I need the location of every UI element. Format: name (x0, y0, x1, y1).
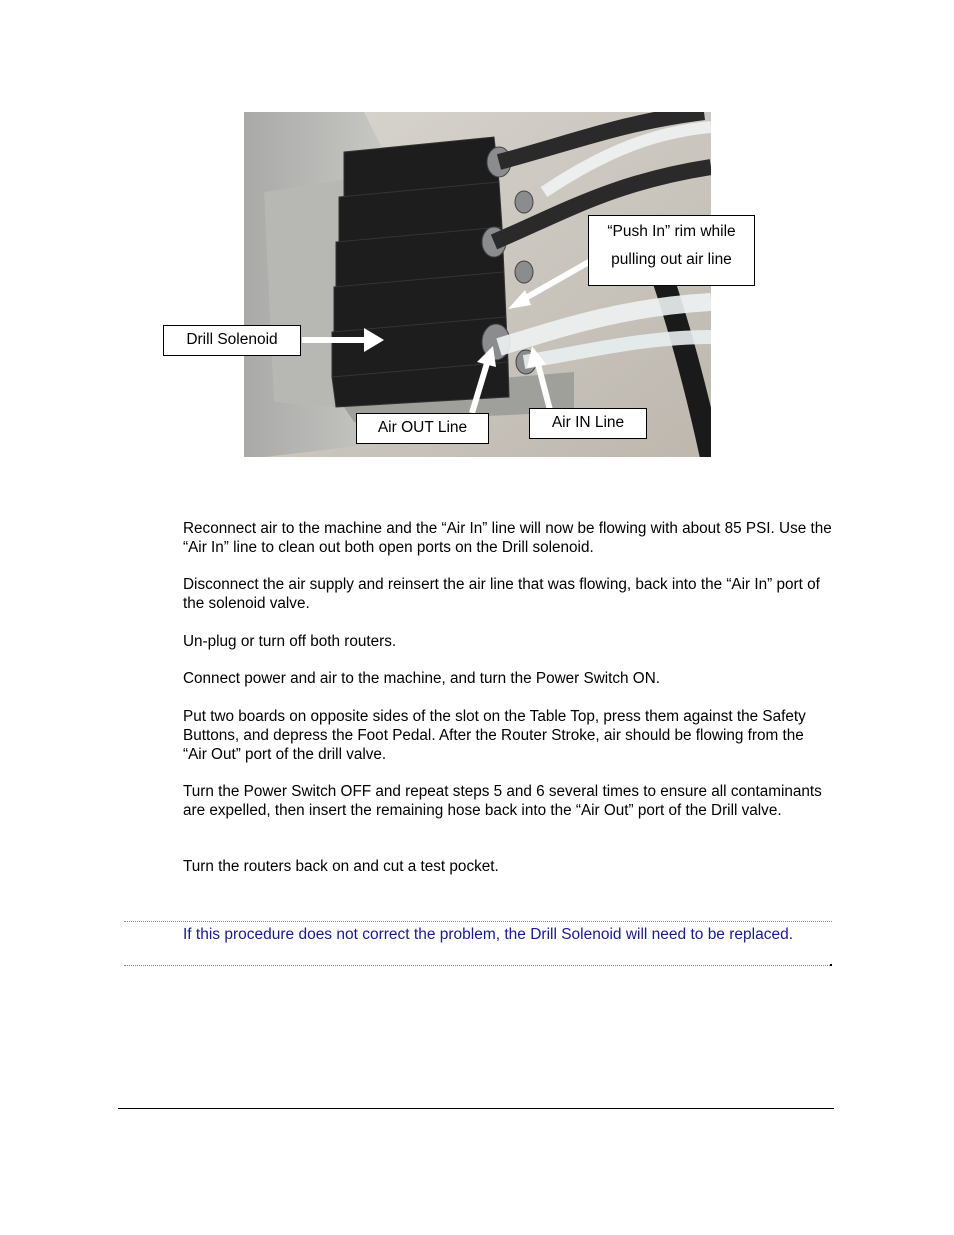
footer-rule (118, 1108, 834, 1109)
step-paragraph: Put two boards on opposite sides of the slot on the Table Top, press them against the Safety Buttons, and depress the Foot Pedal. After the Router Stroke, air should be flowing from the “Air Out” port of the drill valve. (183, 708, 806, 763)
note-corner-dot (830, 964, 832, 966)
air-in-line-callout: Air IN Line (529, 408, 647, 439)
note-text: If this procedure does not correct the problem, the Drill Solenoid will need to be replaced. (183, 926, 794, 943)
push-in-callout-line-2: pulling out air line (611, 251, 732, 268)
step-paragraph: Connect power and air to the machine, and turn the Power Switch ON. (183, 670, 661, 687)
step-paragraph: Turn the routers back on and cut a test pocket. (183, 858, 499, 875)
note-bottom-rule (124, 965, 832, 966)
drill-solenoid-callout: Drill Solenoid (163, 325, 301, 356)
push-in-rim-callout (588, 215, 755, 286)
step-paragraph: Disconnect the air supply and reinsert the air line that was flowing, back into the “Air In” port of the solenoid valve. (183, 576, 820, 612)
step-paragraph: Un-plug or turn off both routers. (183, 633, 397, 650)
air-out-line-callout: Air OUT Line (356, 413, 489, 444)
push-in-callout-line-1: “Push In” rim while (607, 223, 736, 240)
step-paragraph: Reconnect air to the machine and the “Air In” line will now be flowing with about 85 PSI. Use the “Air In” line to clean out both open ports on the Drill solenoid. (183, 520, 832, 556)
step-paragraph: Turn the Power Switch OFF and repeat steps 5 and 6 several times to ensure all contaminants are expelled, then insert the remaining hose back into the “Air Out” port of the Drill valve. (183, 783, 822, 819)
note-top-rule (124, 921, 832, 922)
